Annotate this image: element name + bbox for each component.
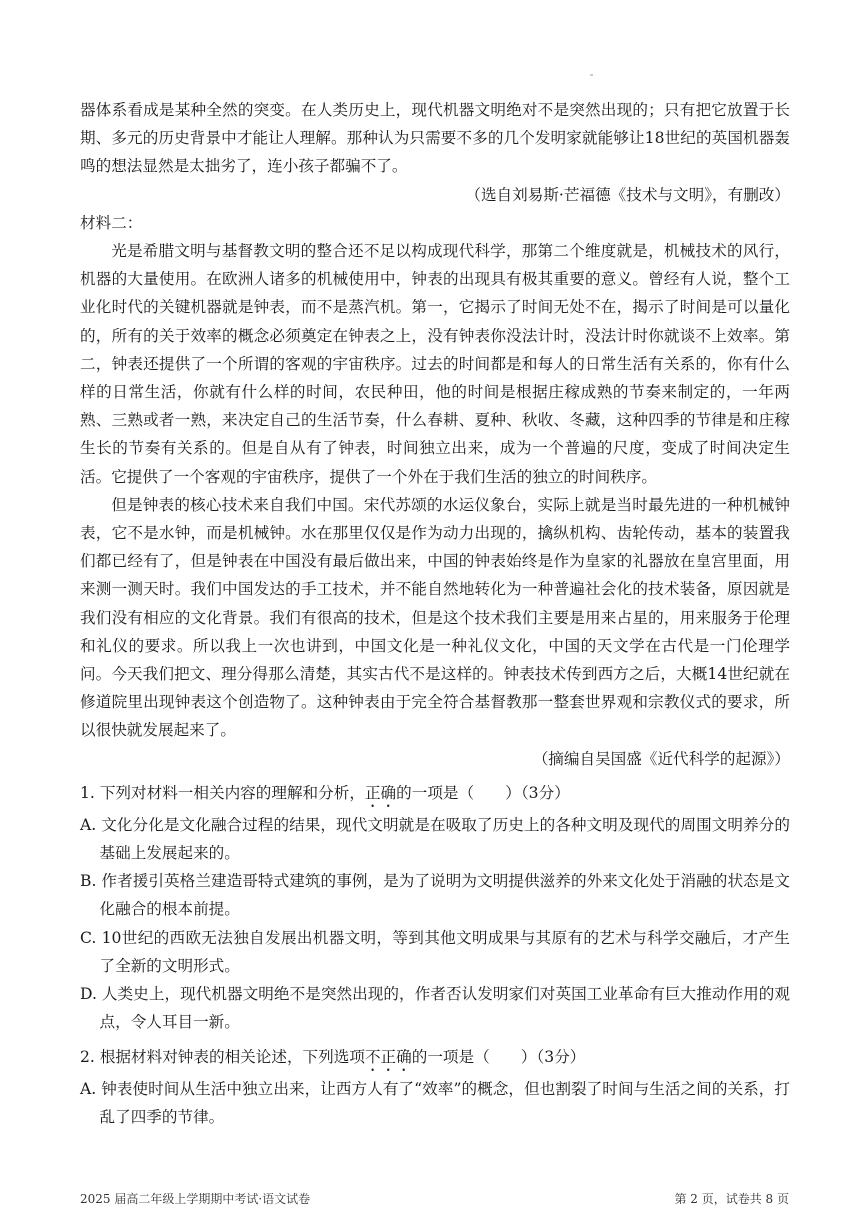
scan-mark: [590, 74, 593, 76]
material2-source: （摘编自吴国盛《近代科学的起源》）: [532, 749, 790, 768]
question-2-stem-after: 的一项是（ ）（3分）: [411, 1047, 586, 1066]
page-footer: [80, 1190, 789, 1207]
question-1-emphasis: 正确: [364, 783, 397, 802]
question-1-stem-after: 的一项是（ ）（3分）: [396, 783, 570, 802]
question-1-option-a: A. 文化分化是文化融合过程的结果，现代文明就是在吸取了历史上的各种文明及现代的周围文明养分的基础上发展起来的。: [80, 815, 790, 863]
question-1-stem-before: 1. 下列对材料一相关内容的理解和分析，: [80, 783, 365, 802]
question-1-stem: [80, 779, 790, 811]
question-2-stem: [80, 1043, 790, 1075]
footer-page-number: 第 2 页，试卷共 8 页: [674, 1192, 789, 1206]
material2-paragraph-1: 光是希腊文明与基督教文明的整合还不足以构成现代科学，那第二个维度就是，机械技术的风行，机器的大量使用。在欧洲人诸多的机械使用中，钟表的出现具有极其重要的意义。曾经有人说，整个工业化时代的关键机器就是钟表，而不是蒸汽机。第一，它揭示了时间无处不在，揭示了时间是可以量化的，所有的关于效率的概念必须奠定在钟表之上，没有钟表你没法计时，没法计时你就谈不上效率。第二，钟表还提供了一个所谓的客观的宇宙秩序。过去的时间都是和每人的日常生活有关系的，你有什么样的日常生活，你就有什么样的时间，农民种田，他的时间是根据庄稼成熟的节奏来制定的，一年两熟、三熟或者一熟，来决定自己的生活节奏，什么春耕、夏种、秋收、冬藏，这种四季的节律是和庄稼生长的节奏有关系的。但是自从有了钟表，时间独立出来，成为一个普遍的尺度，变成了时间决定生活。它提供了一个客观的宇宙秩序，提供了一个外在于我们生活的独立的时间秩序。: [80, 242, 790, 486]
material1-source: （选自刘易斯·芒福德《技术与文明》，有删改）: [465, 185, 790, 204]
material2-label: 材料二：: [80, 213, 143, 232]
question-1-option-b: B. 作者援引英格兰建造哥特式建筑的事例，是为了说明为文明提供滋养的外来文化处于消融的状态是文化融合的根本前提。: [80, 872, 790, 919]
question-1-option-d: D. 人类史上，现代机器文明绝不是突然出现的，作者否认发明家们对英国工业革命有巨大推动作用的观点，令人耳目一新。: [80, 985, 790, 1032]
exam-page: [80, 96, 790, 1131]
material2-paragraph-2: 但是钟表的核心技术来自我们中国。宋代苏颂的水运仪象台，实际上就是当时最先进的一种机械钟表，它不是水钟，而是机械钟。水在那里仅仅是作为动力出现的，擒纵机构、齿轮传动，基本的装置我们都已经有了，但是钟表在中国没有最后做出来，中国的钟表始终是作为皇家的礼器放在皇宫里面，用来测一测天时。我们中国发达的手工技术，并不能自然地转化为一种普遍社会化的技术装备，原因就是我们没有相应的文化背景。我们有很高的技术，但是这个技术我们主要是用来占星的，用来服务于伦理和礼仪的要求。所以我上一次也讲到，中国文化是一种礼仪文化，中国的天文学在古代是一门伦理学问。今天我们把文、理分得那么清楚，其实古代不是这样的。钟表技术传到西方之后，大概14世纪就在修道院里出现钟表这个创造物了。这种钟表由于完全符合基督教那一整套世界观和宗教仪式的要求，所以很快就发展起来了。: [80, 495, 790, 740]
question-2-option-a: A. 钟表使时间从生活中独立出来，让西方人有了“效率”的概念，但也割裂了时间与生活之间的关系，打乱了四季的节律。: [80, 1079, 790, 1126]
question-2-emphasis: 不正确: [364, 1047, 412, 1066]
question-1-option-c: C. 10世纪的西欧无法独自发展出机器文明，等到其他文明成果与其原有的艺术与科学交融后，才产生了全新的文明形式。: [80, 928, 790, 975]
footer-exam-title: 2025 届高二年级上学期期中考试·语文试卷: [80, 1192, 311, 1206]
material1-closing-paragraph: 器体系看成是某种全然的突变。在人类历史上，现代机器文明绝对不是突然出现的；只有把它放置于长期、多元的历史背景中才能让人理解。那种认为只需要不多的几个发明家就能够让18世纪的英国机器轰鸣的想法显然是太拙劣了，连小孩子都骗不了。: [80, 101, 790, 176]
question-2-stem-before: 2. 根据材料对钟表的相关论述，下列选项: [80, 1047, 365, 1066]
